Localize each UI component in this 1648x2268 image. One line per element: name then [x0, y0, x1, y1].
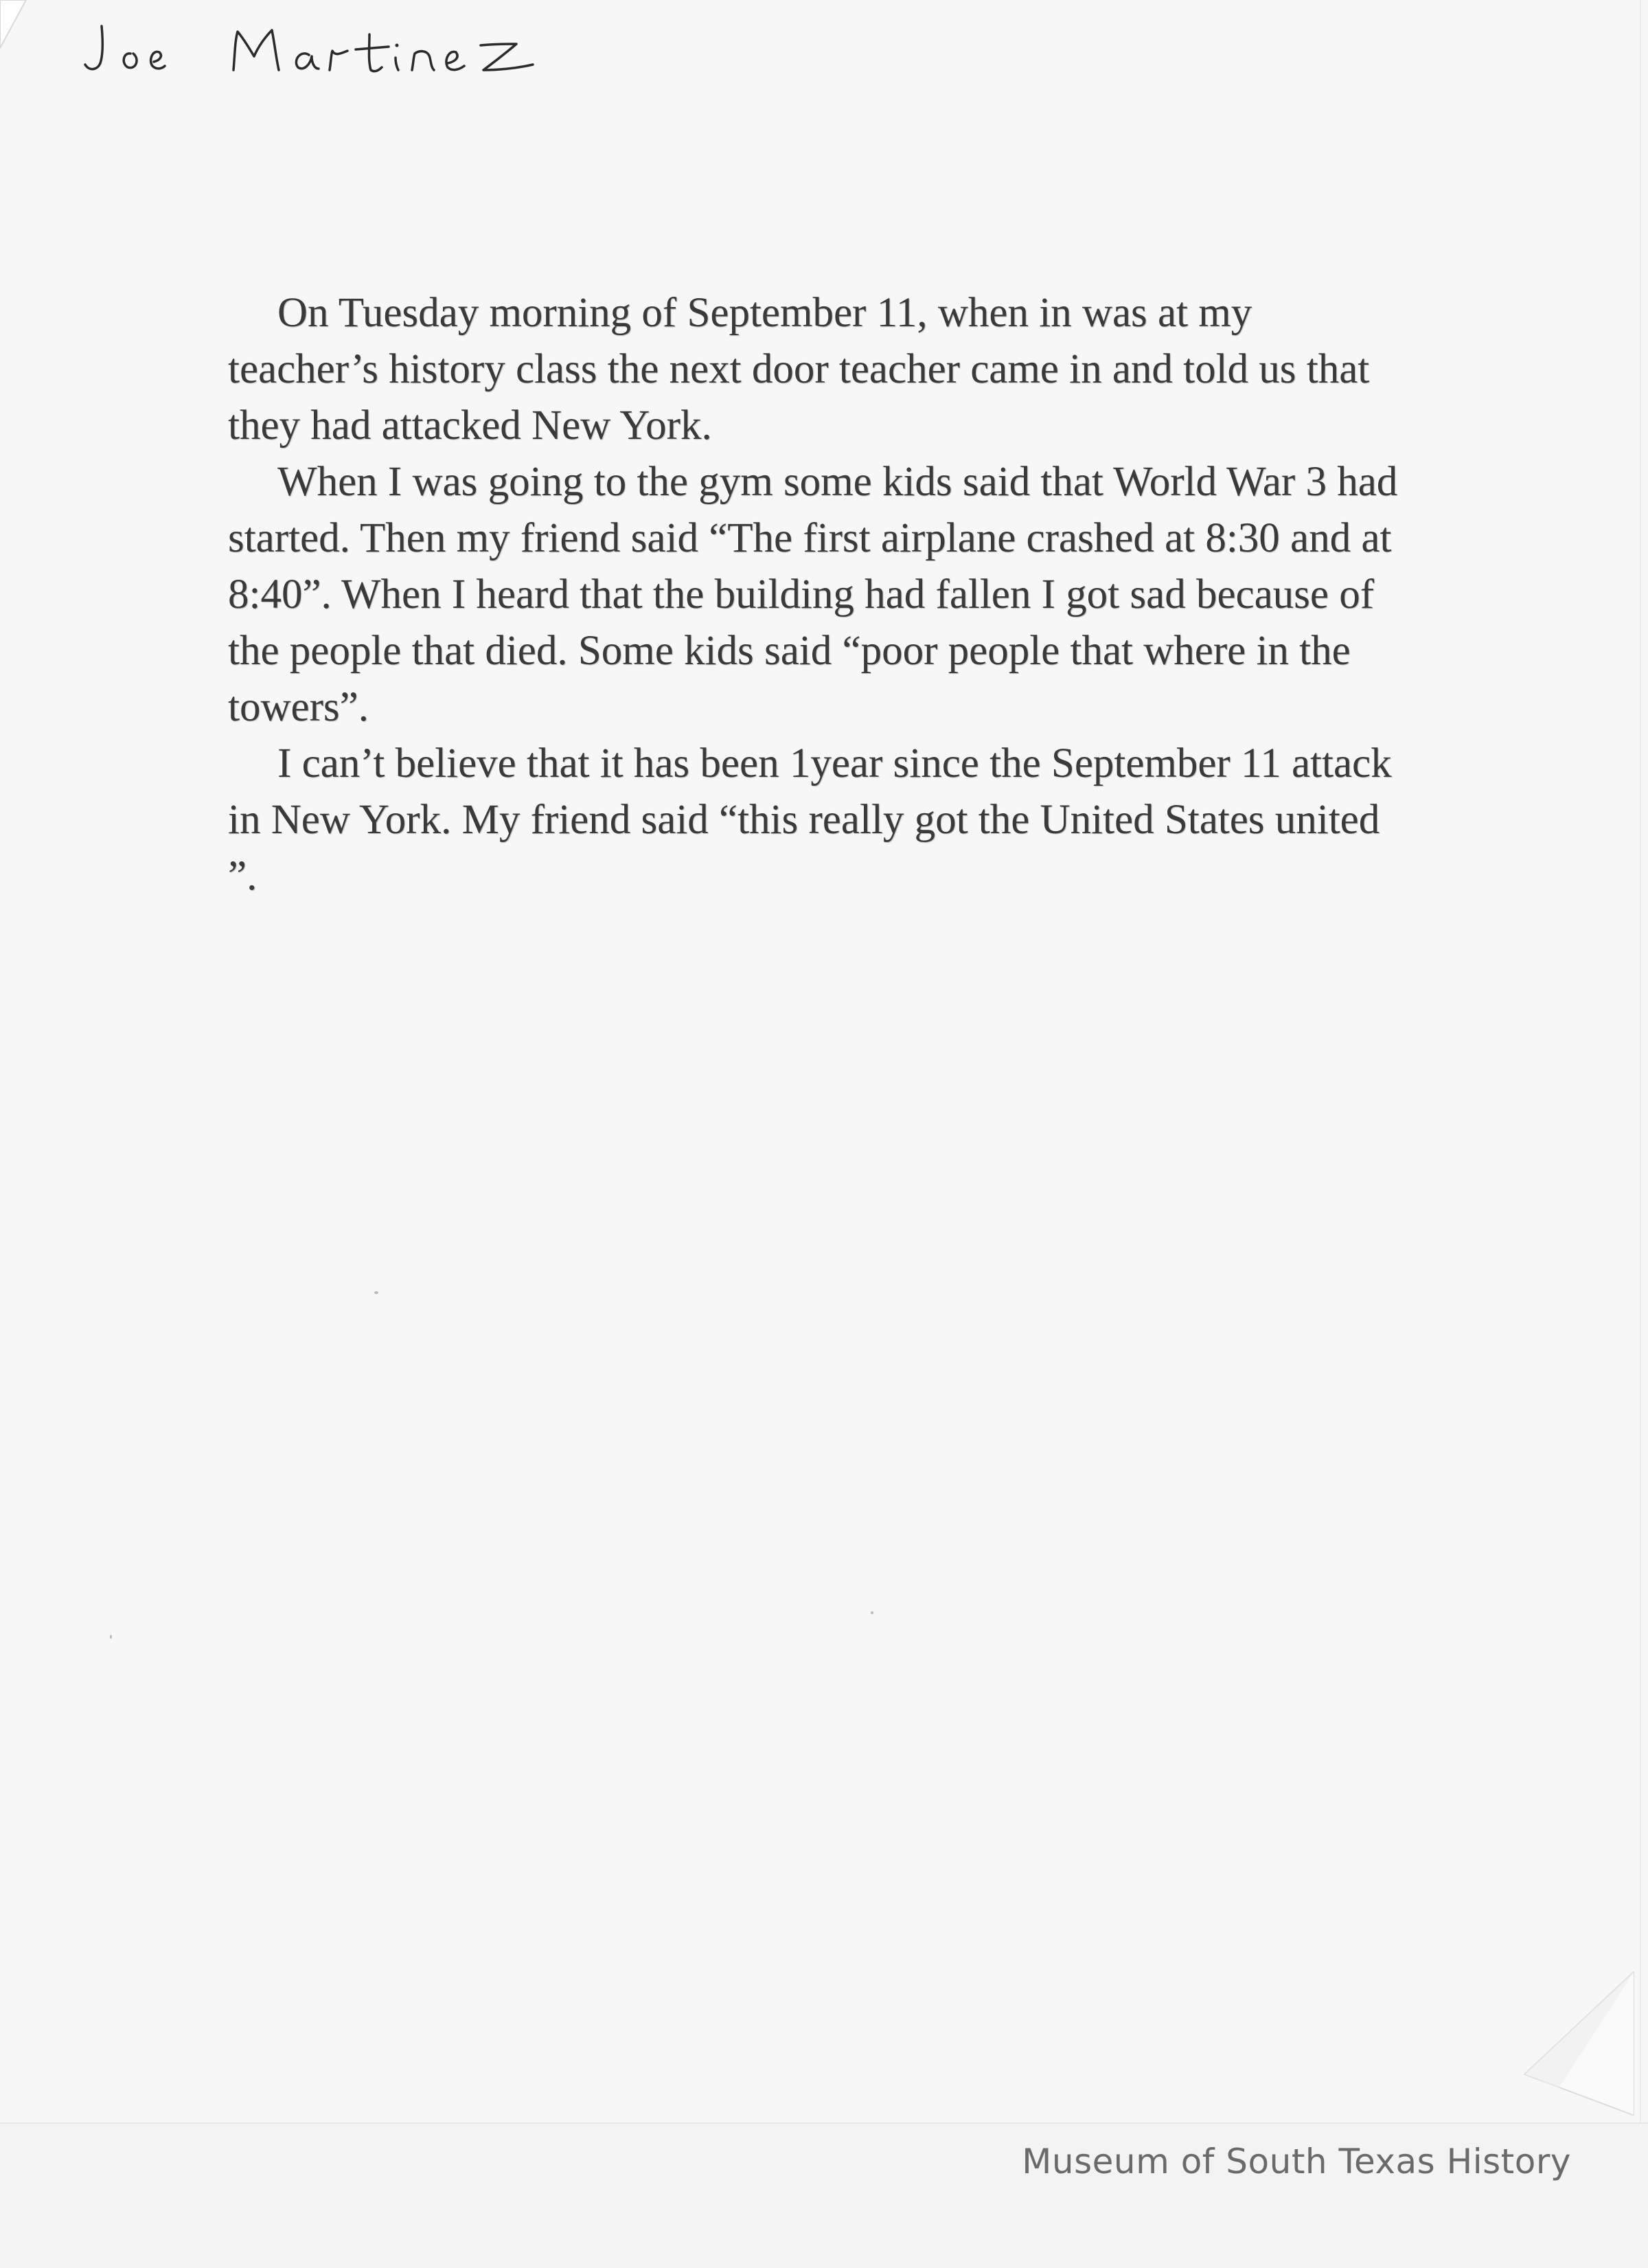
handwritten-signature	[82, 7, 577, 89]
folded-corner-bottom-right	[1518, 1971, 1634, 2116]
paragraph-3: I can’t believe that it has been 1year since the September 11 attack in New York. My friend said “this really got the United States united ”.	[228, 740, 1392, 899]
paragraph-1: On Tuesday morning of September 11, when in was at my teacher’s history class the next door teacher came in and told us that they had attacked New York.	[228, 290, 1370, 449]
folded-corner-top-left	[0, 0, 41, 55]
typed-letter-body	[228, 285, 1409, 905]
paragraph-2: When I was going to the gym some kids said that World War 3 had started. Then my friend said “The first airplane crashed at 8:30 and at 8:40”. When I heard that the building had fallen I got sad because of the people that died. Some kids said “poor people that where in the towers”.	[228, 459, 1398, 730]
paper-speck	[110, 1635, 112, 1639]
paper-speck	[374, 1291, 378, 1294]
museum-watermark: Museum of South Texas History	[1022, 2142, 1571, 2181]
paper-speck	[871, 1611, 873, 1614]
